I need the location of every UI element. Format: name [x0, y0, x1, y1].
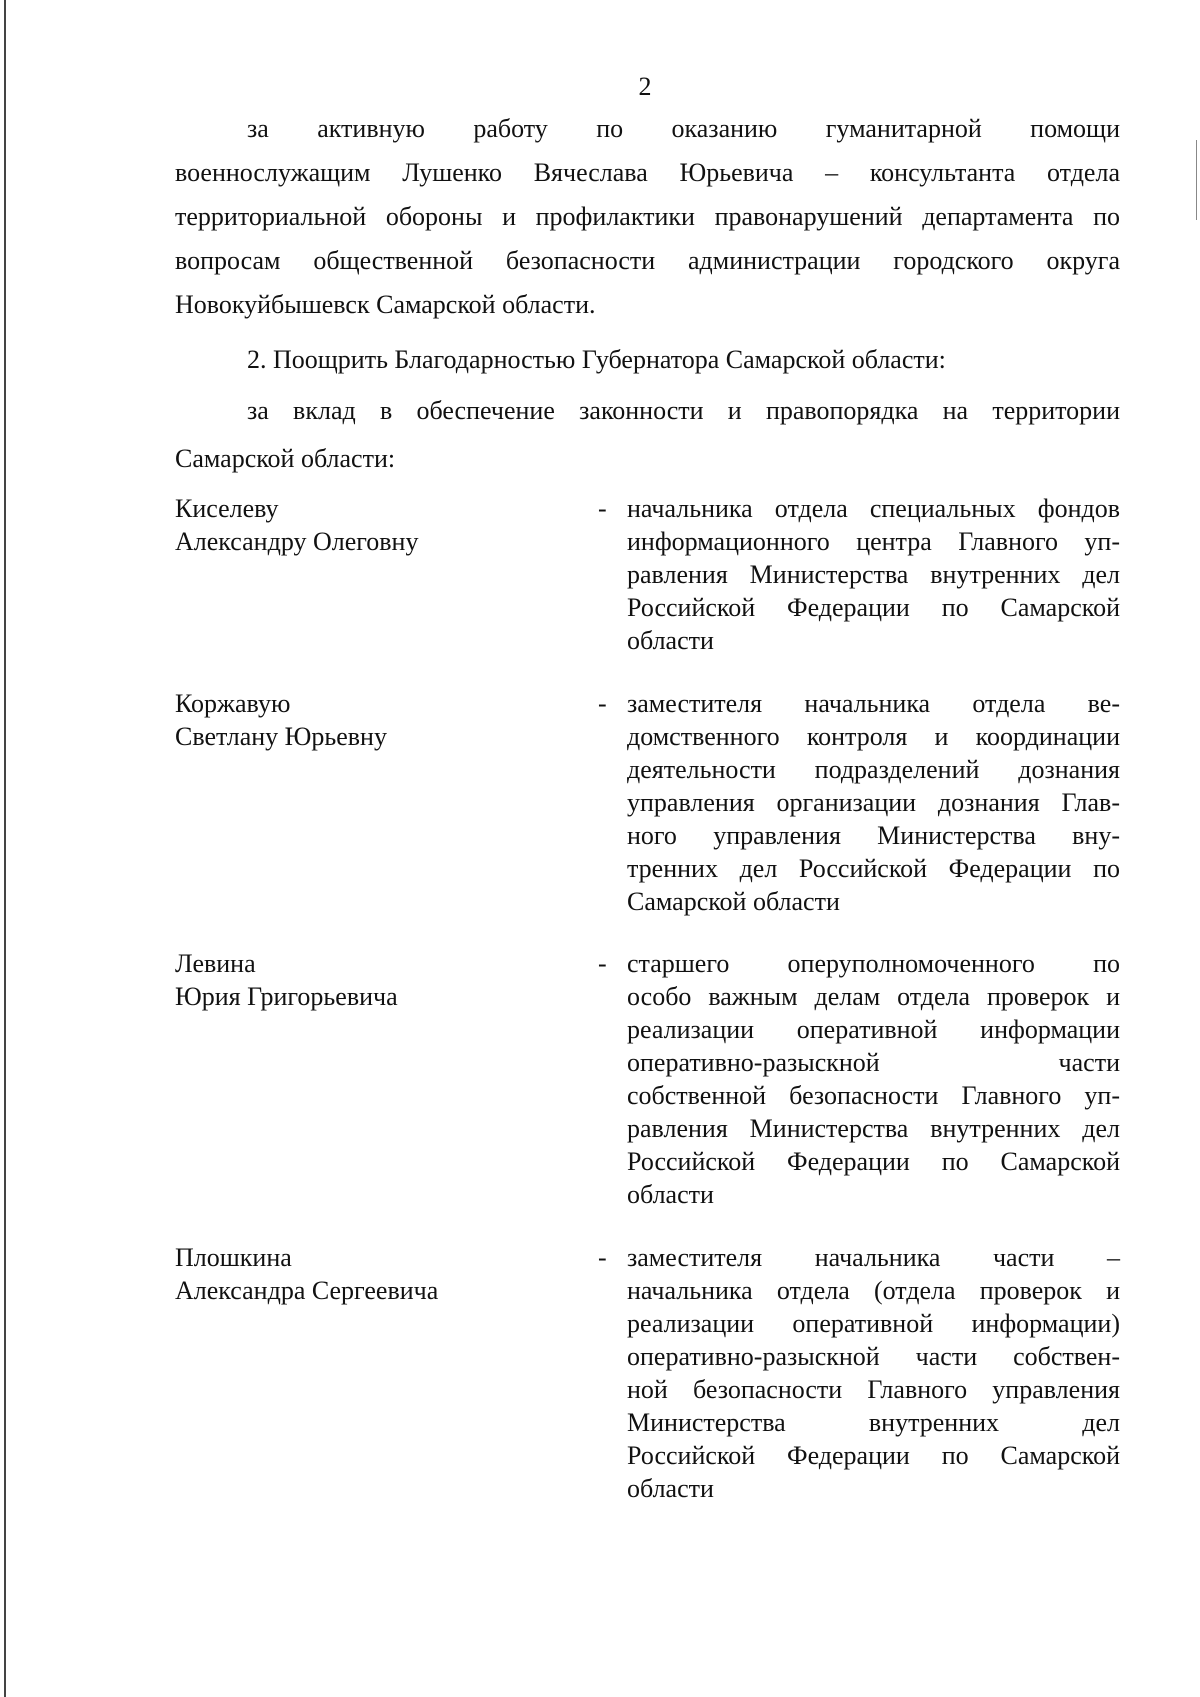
entry-3-role-line-8: области	[627, 1180, 714, 1209]
entry-4-role-line-7: Российской Федерации по Самарской	[627, 1441, 1120, 1470]
entry-2-name-line-2: Светлану Юрьевну	[175, 722, 387, 751]
entry-3-dash: -	[598, 949, 607, 978]
item2-reason-line-1: за вклад в обеспечение законности и правопорядка на территории	[247, 396, 1120, 425]
intro-line-3: территориальной обороны и профилактики правонарушений департамента по	[175, 202, 1120, 231]
entry-4-name-line-1: Плошкина	[175, 1243, 292, 1272]
entry-4-name	[175, 1241, 575, 1307]
item2-heading: 2. Поощрить Благодарностью Губернатора Самарской области:	[247, 345, 946, 374]
entry-1-role-line-2: информационного центра Главного уп-	[627, 527, 1120, 556]
entry-1-role-line-4: Российской Федерации по Самарской	[627, 593, 1120, 622]
item2-reason-line-2: Самарской области:	[175, 444, 396, 473]
entry-4-role-line-3: реализации оперативной информации)	[627, 1309, 1120, 1338]
entry-2-role-line-2: домственного контроля и координации	[627, 722, 1120, 751]
entry-1-role-line-5: области	[627, 626, 714, 655]
entry-3-role-line-5: собственной безопасности Главного уп-	[627, 1081, 1120, 1110]
intro-line-1: за активную работу по оказанию гуманитарной помощи	[247, 114, 1120, 143]
scan-right-mark	[1196, 140, 1197, 220]
entry-4-role-line-4: оперативно-разыскной части собствен-	[627, 1342, 1120, 1371]
entry-3-role-line-2: особо важным делам отдела проверок и	[627, 982, 1120, 1011]
entry-2-role-line-7: Самарской области	[627, 887, 840, 916]
entry-1-role-line-3: равления Министерства внутренних дел	[627, 560, 1120, 589]
entry-2-role	[627, 687, 1120, 918]
page-number: 2	[638, 72, 652, 101]
entry-2-role-line-5: ного управления Министерства вну-	[627, 821, 1120, 850]
intro-line-2: военнослужащим Лушенко Вячеслава Юрьевича – консультанта отдела	[175, 158, 1120, 187]
entry-2-name	[175, 687, 575, 753]
entry-3-role-line-6: равления Министерства внутренних дел	[627, 1114, 1120, 1143]
scan-left-edge	[4, 0, 6, 1697]
entry-3-role-line-1: старшего оперуполномоченного по	[627, 949, 1120, 978]
entry-3-role-line-4: оперативно-разыскной части	[627, 1048, 1120, 1077]
entry-3-role-line-7: Российской Федерации по Самарской	[627, 1147, 1120, 1176]
entry-4-role-line-2: начальника отдела (отдела проверок и	[627, 1276, 1120, 1305]
entry-4-role-line-6: Министерства внутренних дел	[627, 1408, 1120, 1437]
entry-1-name	[175, 492, 575, 558]
entry-4-role-line-5: ной безопасности Главного управления	[627, 1375, 1120, 1404]
intro-line-4: вопросам общественной безопасности администрации городского округа	[175, 246, 1120, 275]
entry-3-name	[175, 947, 575, 1013]
entry-1-name-line-2: Александру Олеговну	[175, 527, 419, 556]
entry-2-role-line-3: деятельности подразделений дознания	[627, 755, 1120, 784]
entry-2-role-line-4: управления организации дознания Глав-	[627, 788, 1120, 817]
entry-1-name-line-1: Киселеву	[175, 494, 279, 523]
entry-4-role	[627, 1241, 1120, 1505]
entry-3-name-line-1: Левина	[175, 949, 256, 978]
entry-3-role-line-3: реализации оперативной информации	[627, 1015, 1120, 1044]
entry-3-name-line-2: Юрия Григорьевича	[175, 982, 398, 1011]
entry-4-dash: -	[598, 1243, 607, 1272]
entry-3-role	[627, 947, 1120, 1211]
entry-1-role-line-1: начальника отдела специальных фондов	[627, 494, 1120, 523]
entry-2-name-line-1: Коржавую	[175, 689, 291, 718]
entry-4-role-line-8: области	[627, 1474, 714, 1503]
entry-1-role	[627, 492, 1120, 657]
entry-2-role-line-6: тренних дел Российской Федерации по	[627, 854, 1120, 883]
entry-2-dash: -	[598, 689, 607, 718]
intro-line-5: Новокуйбышевск Самарской области.	[175, 290, 596, 319]
entry-1-dash: -	[598, 494, 607, 523]
entry-4-role-line-1: заместителя начальника части –	[627, 1243, 1120, 1272]
entry-2-role-line-1: заместителя начальника отдела ве-	[627, 689, 1120, 718]
entry-4-name-line-2: Александра Сергеевича	[175, 1276, 439, 1305]
